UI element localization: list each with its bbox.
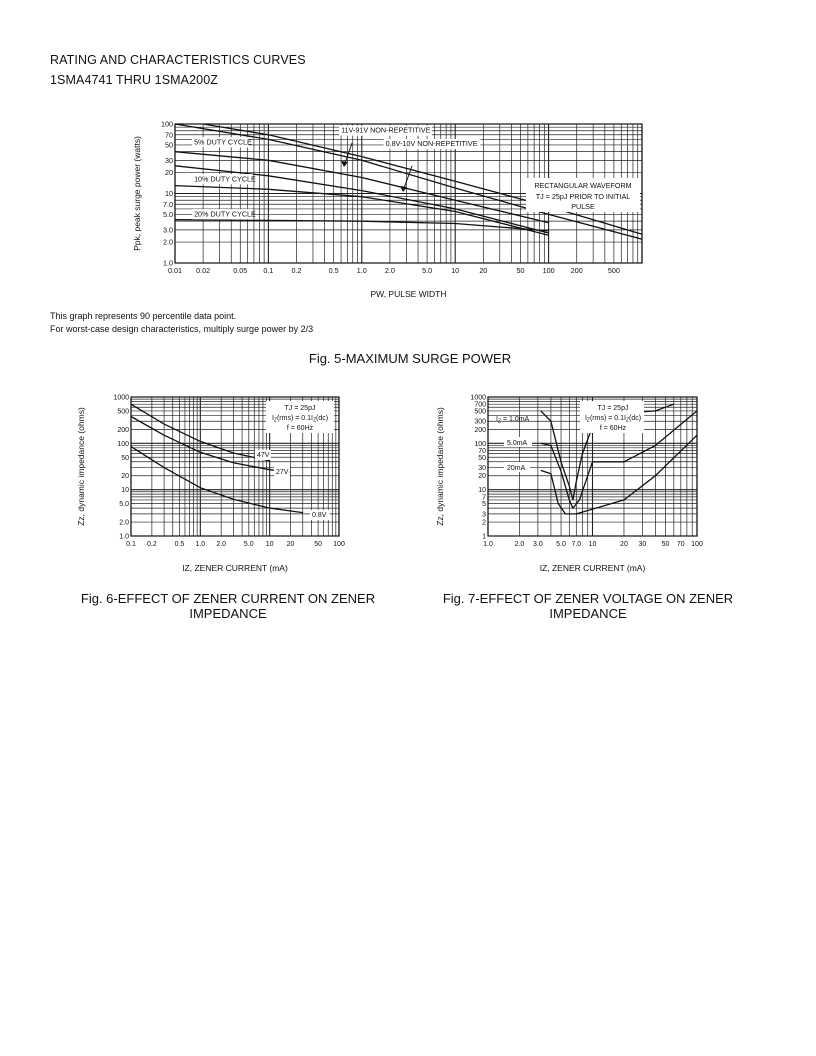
x-tick-label: 100 xyxy=(691,541,703,548)
page-heading: RATING AND CHARACTERISTICS CURVES xyxy=(50,53,306,67)
y-tick-label: 1.0 xyxy=(163,258,173,268)
y-tick-label: 20 xyxy=(165,168,173,178)
annotation-waveform-line3: PULSE xyxy=(571,202,595,211)
y-tick-label: 5.0 xyxy=(119,501,129,509)
x-tick-label: 0.01 xyxy=(168,266,182,275)
x-tick-label: 2.0 xyxy=(384,266,395,275)
part-number-range: 1SMA4741 THRU 1SMA200Z xyxy=(50,73,219,87)
y-tick-label: 30 xyxy=(478,465,486,473)
x-tick-label: 5.0 xyxy=(243,541,254,548)
x-axis-label: IZ, ZENER CURRENT (mA) xyxy=(182,563,288,573)
x-tick-label: 500 xyxy=(607,266,620,275)
annotation-5pct-duty: 5% DUTY CYCLE xyxy=(194,137,252,147)
x-tick-label: 0.1 xyxy=(263,266,274,275)
y-tick-label: 100 xyxy=(474,440,486,448)
y-tick-label: 200 xyxy=(474,426,486,434)
y-axis-label: Zz, dynamic impedance (ohms) xyxy=(435,407,445,526)
fig7-caption: Fig. 7-EFFECT OF ZENER VOLTAGE ON ZENER IMPEDANCE xyxy=(442,591,734,621)
y-tick-label: 1000 xyxy=(113,394,129,402)
x-tick-label: 7.0 xyxy=(571,541,582,548)
x-tick-label: 20 xyxy=(620,541,628,548)
condition-tj: TJ = 25pJ xyxy=(284,405,316,412)
annotation-10pct-duty: 10% DUTY CYCLE xyxy=(194,174,256,184)
condition-freq: f = 60Hz xyxy=(286,425,314,432)
annotation-20pct-duty: 20% DUTY CYCLE xyxy=(194,209,256,219)
x-tick-label: 0.2 xyxy=(291,266,302,275)
series-label-20mA: 20mA xyxy=(507,465,526,472)
y-tick-label: 2.0 xyxy=(163,237,173,247)
y-tick-label: 100 xyxy=(161,119,173,129)
x-tick-label: 10 xyxy=(451,266,460,275)
x-tick-label: 0.02 xyxy=(196,266,211,275)
y-tick-label: 200 xyxy=(117,426,129,434)
x-tick-label: 10 xyxy=(265,541,274,548)
annotation-0-8v-10v: 0.8V-10V NON-REPETITIVE xyxy=(385,139,478,149)
y-tick-label: 10 xyxy=(121,487,129,495)
x-tick-label: 1.0 xyxy=(195,541,206,548)
y-tick-label: 20 xyxy=(121,473,129,481)
x-tick-label: 70 xyxy=(676,541,685,548)
y-tick-label: 2 xyxy=(482,519,486,527)
x-tick-label: 20 xyxy=(479,266,488,275)
y-tick-label: 700 xyxy=(474,401,486,409)
fig6-caption: Fig. 6-EFFECT OF ZENER CURRENT ON ZENER IMPEDANCE xyxy=(80,591,376,621)
x-tick-label: 2.0 xyxy=(216,541,227,548)
x-tick-label: 3.0 xyxy=(532,541,543,548)
y-tick-label: 1000 xyxy=(470,394,486,402)
annotation-11v-91v: 11V-91V NON-REPETITIVE xyxy=(341,125,431,135)
x-tick-label: 50 xyxy=(314,541,323,548)
y-tick-label: 100 xyxy=(117,440,129,448)
y-tick-label: 10 xyxy=(165,189,173,198)
x-tick-label: 1.0 xyxy=(356,266,367,275)
note-percentile: This graph represents 90 percentile data point. xyxy=(50,311,237,321)
x-tick-label: 5.0 xyxy=(422,266,433,275)
x-tick-label: 2.0 xyxy=(514,541,525,548)
series-label-47v: 47V xyxy=(257,452,270,459)
x-tick-label: 50 xyxy=(661,541,670,548)
x-tick-label: 1.0 xyxy=(483,541,493,548)
y-tick-label: 2.0 xyxy=(119,519,129,527)
x-tick-label: 0.05 xyxy=(233,266,248,275)
x-tick-label: 200 xyxy=(570,266,583,275)
y-tick-label: 70 xyxy=(478,448,486,456)
fig7-plot xyxy=(435,395,703,574)
y-tick-label: 3.0 xyxy=(163,225,173,235)
x-tick-label: 0.2 xyxy=(147,541,157,548)
x-tick-label: 100 xyxy=(542,266,555,275)
x-tick-label: 10 xyxy=(588,541,597,548)
condition-irms: $I_Z(rms) = 0.1I_Z(dc)$ xyxy=(271,415,329,424)
x-tick-label: 0.1 xyxy=(126,541,136,548)
condition-freq: f = 60Hz xyxy=(599,425,627,432)
y-tick-label: 1.0 xyxy=(119,533,129,541)
x-axis-label: IZ, ZENER CURRENT (mA) xyxy=(539,563,646,573)
y-tick-label: 50 xyxy=(478,454,486,462)
y-tick-label: 500 xyxy=(474,408,486,416)
y-tick-label: 5 xyxy=(482,501,486,509)
series-label-0-8v: 0.8V xyxy=(312,512,327,519)
y-tick-label: 30 xyxy=(165,155,173,165)
series-label-27v: 27V xyxy=(276,469,289,476)
series-label-5mA: 5.0mA xyxy=(507,440,528,447)
y-tick-label: 50 xyxy=(121,454,129,462)
x-tick-label: 0.5 xyxy=(328,266,339,275)
x-tick-label: 100 xyxy=(333,541,345,548)
y-tick-label: 5.0 xyxy=(163,209,173,219)
annotation-waveform-line2: TJ = 25pJ PRIOR TO INITIAL xyxy=(535,192,631,201)
series-label-1mA: $I_Z = 1.0mA$ xyxy=(496,416,530,425)
x-tick-label: 0.5 xyxy=(174,541,185,548)
condition-irms: $I_Z(rms) = 0.1I_Z(dc)$ xyxy=(584,415,642,424)
fig5-caption: Fig. 5-MAXIMUM SURGE POWER xyxy=(308,351,512,366)
y-tick-label: 70 xyxy=(165,130,173,140)
y-tick-label: 7 xyxy=(482,494,486,502)
note-worst-case: For worst-case design characteristics, multiply surge power by 2/3 xyxy=(50,324,314,334)
y-axis-label: Ppk, peak surge power (watts) xyxy=(132,136,142,251)
y-tick-label: 3 xyxy=(482,511,486,519)
y-tick-label: 10 xyxy=(478,487,486,495)
x-tick-label: 5.0 xyxy=(556,541,566,548)
y-tick-label: 20 xyxy=(478,473,486,481)
y-tick-label: 7.0 xyxy=(163,199,173,209)
x-tick-label: 30 xyxy=(638,541,647,548)
annotation-waveform-line1: RECTANGULAR WAVEFORM xyxy=(534,181,632,190)
x-tick-label: 20 xyxy=(286,541,295,548)
y-tick-label: 500 xyxy=(117,408,129,416)
y-axis-label: Zz, dynamic impedance (ohms) xyxy=(76,407,86,526)
condition-tj: TJ = 25pJ xyxy=(597,405,629,412)
x-axis-label: PW, PULSE WIDTH xyxy=(370,289,447,299)
x-tick-label: 50 xyxy=(516,266,525,275)
y-tick-label: 50 xyxy=(165,140,173,150)
y-tick-label: 1 xyxy=(482,533,486,541)
y-tick-label: 300 xyxy=(474,418,486,426)
